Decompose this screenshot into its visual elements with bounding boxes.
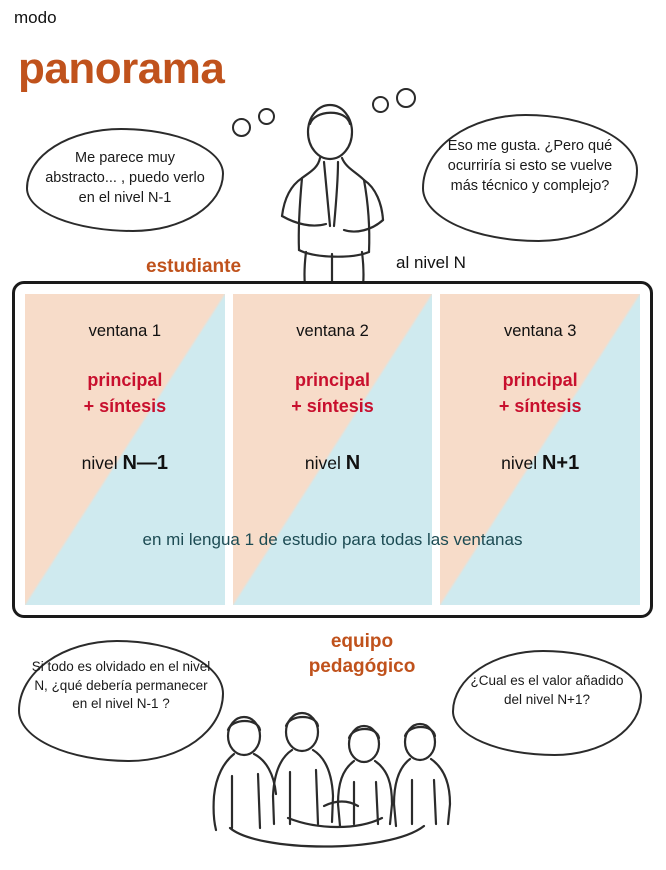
window-2-level <box>233 452 433 475</box>
window-2-level-value: N <box>345 452 361 474</box>
window-3-level-value: N+1 <box>541 452 580 474</box>
thought-dot-icon <box>396 88 416 108</box>
team-thought-bubble-left-text: Si todo es olvidado en el nivel N, ¿qué debería permanecer en el nivel N-1 ? <box>31 659 211 712</box>
window-1-level <box>25 452 225 475</box>
window-3-main-line2: + síntesis <box>498 395 582 416</box>
window-2-main-line2: + síntesis <box>291 395 374 416</box>
student-thought-bubble-left-text: Me parece muy abstracto... , puedo verlo en el nivel N-1 <box>45 150 205 206</box>
window-1-level-value: N—1 <box>122 452 169 474</box>
student-label: estudiante <box>146 256 242 277</box>
window-2-title: ventana 2 <box>296 322 369 340</box>
window-1-main-line2: + síntesis <box>83 395 167 416</box>
window-1-main-line1: principal <box>87 370 163 390</box>
window-2-level-prefix: nivel <box>304 453 346 473</box>
window-3[interactable] <box>440 294 640 605</box>
windows-panel <box>12 281 653 618</box>
window-3-main <box>440 368 640 419</box>
team-label-line2: pedagógico <box>308 655 416 677</box>
window-3-main-line1: principal <box>502 370 578 390</box>
team-label-line1: equipo <box>330 631 394 652</box>
student-thought-bubble-right-text: Eso me gusta. ¿Pero qué ocurriría si esto se vuelve más técnico y complejo? <box>447 138 613 194</box>
window-1-level-prefix: nivel <box>81 453 123 473</box>
window-1-title: ventana 1 <box>88 322 162 340</box>
window-1[interactable] <box>25 294 225 605</box>
window-3-level-prefix: nivel <box>501 453 542 473</box>
thought-dot-icon <box>372 96 389 113</box>
team-thought-bubble-right <box>452 650 642 756</box>
window-3-level <box>440 452 640 475</box>
window-2[interactable] <box>233 294 433 605</box>
window-3-title: ventana 3 <box>503 322 577 340</box>
thought-dot-icon <box>258 108 275 125</box>
window-1-main <box>25 368 225 419</box>
team-label <box>292 630 432 679</box>
pedagogical-team-group-icon <box>168 700 488 870</box>
window-2-main-line1: principal <box>295 370 371 390</box>
team-thought-bubble-left <box>18 640 224 762</box>
window-2-main <box>233 368 433 419</box>
student-thought-bubble-right <box>422 114 638 242</box>
student-thought-bubble-left <box>26 128 224 232</box>
level-n-label: al nivel N <box>396 253 466 272</box>
panel-footer-text: en mi lengua 1 de estudio para todas las ventanas <box>142 530 523 549</box>
team-thought-bubble-right-text: ¿Cual es el valor añadido del nivel N+1? <box>470 673 624 707</box>
thought-dot-icon <box>232 118 251 137</box>
page-title: panorama <box>18 44 225 93</box>
mode-label: modo <box>14 8 57 27</box>
